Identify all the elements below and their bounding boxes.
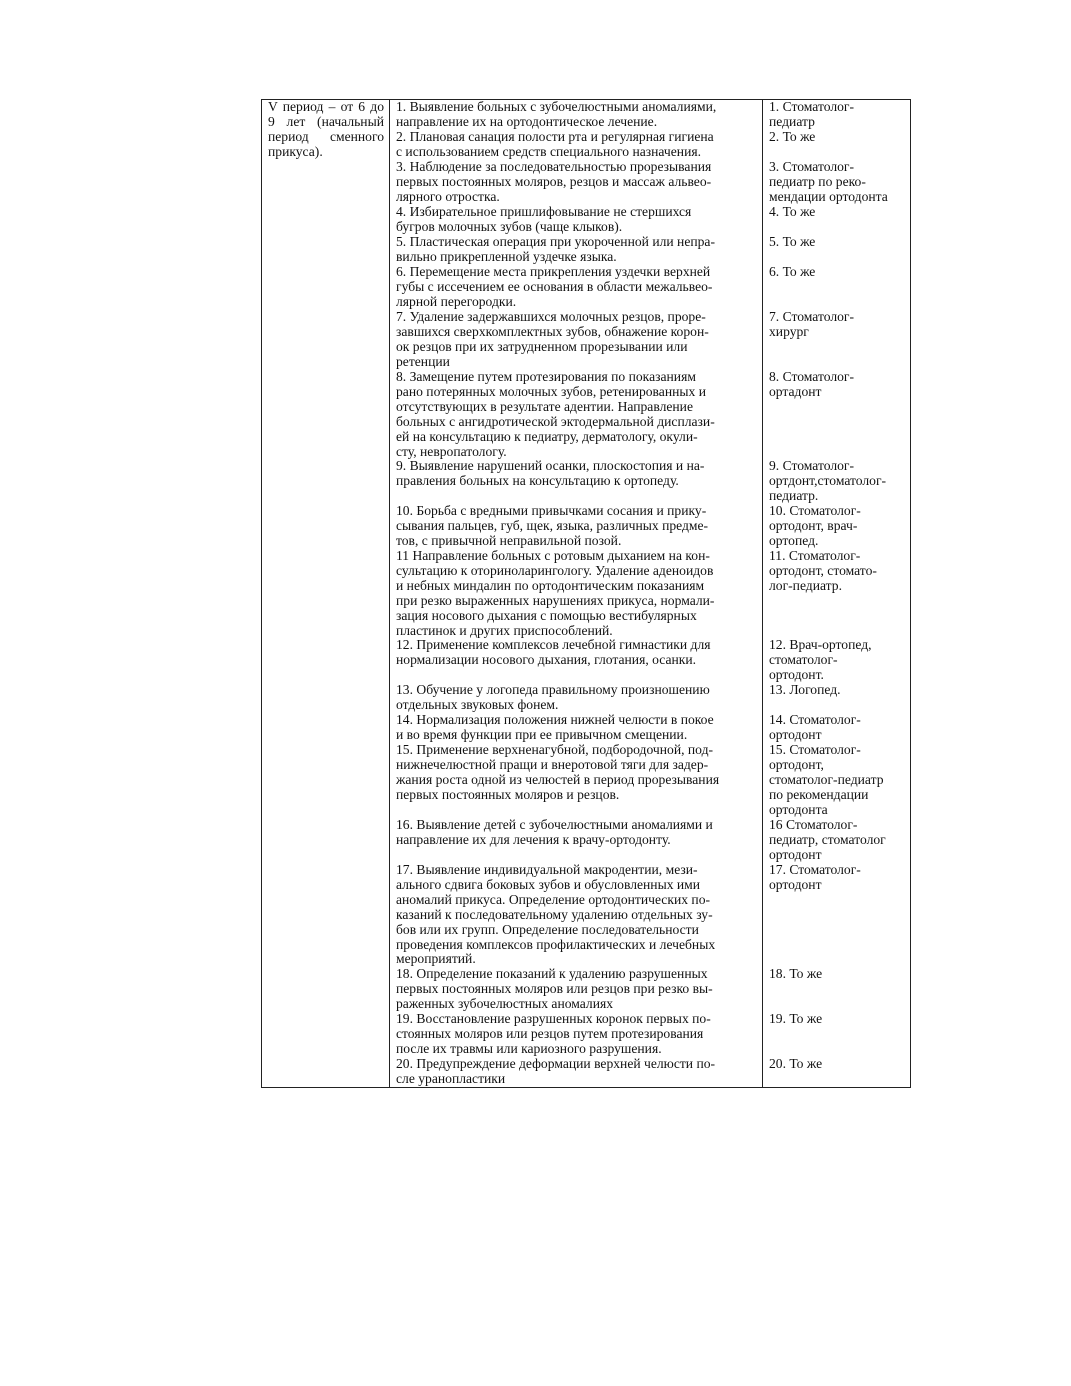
measure-item: 1. Выявление больных с зубочелюстными аномалиями, направление их на ортодонтическое лечение. xyxy=(396,99,717,129)
performers-cell xyxy=(763,100,911,1088)
performer-item: 13. Логопед. xyxy=(769,682,841,697)
performer-item: 10. Стоматолог- ортодонт, врач- ортопед. xyxy=(769,503,861,548)
performer-item: 16 Стоматолог- педиатр, стоматолог ортодонт xyxy=(769,817,886,862)
period-cell xyxy=(262,100,390,1088)
performer-item: 14. Стоматолог- ортодонт xyxy=(769,712,861,742)
measure-item: 7. Удаление задержавшихся молочных резцов, проре- завшихся сверхкомплектных зубов, обнажение корон- ок резцов при их затрудненном прорезывании или ретенции xyxy=(396,309,709,369)
measure-item: 10. Борьба с вредными привычками сосания и прику- сывания пальцев, губ, щек, языка, различных предме- тов, с привычной неправильной позой. xyxy=(396,503,709,548)
measure-item: 9. Выявление нарушений осанки, плоскостопия и на- правления больных на консультацию к ортопеду. xyxy=(396,458,705,488)
measure-item: 17. Выявление индивидуальной макродентии, мези- ального сдвига боковых зубов и обусловленных ими аномалий прикуса. Определение ортодонтических по- казаний к последовательному удалению отдельных зу- бов или их групп. Определение последовательности проведения комплексов профилактических и лечебных мероприятий. xyxy=(396,862,716,967)
measure-item: 2. Плановая санация полости рта и регулярная гигиена с использованием средств специального назначения. xyxy=(396,129,714,159)
measure-item: 14. Нормализация положения нижней челюсти в покое и во время функции при ее привычном смещении. xyxy=(396,712,714,742)
performer-item: 9. Стоматолог- ортдонт,стоматолог- педиатр. xyxy=(769,458,887,503)
performer-item: 17. Стоматолог- ортодонт xyxy=(769,862,861,892)
prevention-plan-table xyxy=(261,99,911,1088)
performer-item: 3. Стоматолог- педиатр по реко- мендации ортодонта xyxy=(769,159,888,204)
measure-item: 8. Замещение путем протезирования по показаниям рано потерянных молочных зубов, ретенированных и отсутствующих в результате адентии. Направление больных с ангидротической эктодермальной дисплази- ей на консультацию к педиатру, дерматологу, окули- сту, невропатологу. xyxy=(396,369,715,459)
performer-item: 15. Стоматолог- ортодонт, стоматолог-педиатр по рекомендации ортодонта xyxy=(769,742,884,817)
performer-item: 2. То же xyxy=(769,129,816,144)
performer-item: 18. То же xyxy=(769,966,823,981)
period-label: V период – от 6 до 9 лет (начальный период сменного прикуса). xyxy=(268,99,384,159)
performer-item: 11. Стоматолог- ортодонт, стомато- лог-педиатр. xyxy=(769,548,877,593)
performer-item: 1. Стоматолог- педиатр xyxy=(769,99,855,129)
table-row xyxy=(262,100,911,1088)
measure-item: 16. Выявление детей с зубочелюстными аномалиями и направление их для лечения к врачу-ортодонту. xyxy=(396,817,713,847)
measure-item: 13. Обучение у логопеда правильному произношению отдельных звуковых фонем. xyxy=(396,682,710,712)
measure-item: 3. Наблюдение за последовательностью прорезывания первых постоянных моляров, резцов и массаж альвео- лярного отростка. xyxy=(396,159,712,204)
measure-item: 19. Восстановление разрушенных коронок первых по- стоянных моляров или резцов путем протезирования после их травмы или кариозного разрушения. xyxy=(396,1011,711,1056)
performer-item: 4. То же xyxy=(769,204,816,219)
performer-item: 7. Стоматолог- хирург xyxy=(769,309,855,339)
performer-item: 5. То же xyxy=(769,234,816,249)
measure-item: 6. Перемещение места прикрепления уздечки верхней губы с иссечением ее основания в области межальвео- лярной перегородки. xyxy=(396,264,713,309)
performer-item: 12. Врач-ортопед, стоматолог- ортодонт. xyxy=(769,637,872,682)
measure-item: 15. Применение верхненагубной, подбородочной, под- нижнечелюстной пращи и внеротовой тяги для задер- жания роста одной из челюстей в период прорезывания первых постоянных моляров и резцов. xyxy=(396,742,720,802)
measure-item: 11 Направление больных с ротовым дыханием на кон- сультацию к оториноларингологу. Удаление аденоидов и небных миндалин по ортодонтическим показаниям при резко выраженных нарушениях прикуса, нормали- зация носового дыхания с помощью вестибулярных пластинок и других приспособлений. xyxy=(396,548,715,638)
measure-item: 4. Избирательное пришлифовывание не стершихся бугров молочных зубов (чаще клыков). xyxy=(396,204,692,234)
measure-item: 5. Пластическая операция при укороченной или непра- вильно прикрепленной уздечке языка. xyxy=(396,234,715,264)
performer-item: 19. То же xyxy=(769,1011,823,1026)
performer-item: 20. То же xyxy=(769,1056,823,1071)
measure-item: 20. Предупреждение деформации верхней челюсти по- сле уранопластики xyxy=(396,1056,716,1086)
performer-item: 6. То же xyxy=(769,264,816,279)
measure-item: 18. Определение показаний к удалению разрушенных первых постоянных моляров или резцов при резко вы- раженных зубочелюстных аномалиях xyxy=(396,966,713,1011)
measures-cell xyxy=(390,100,763,1088)
performer-item: 8. Стоматолог- ортадонт xyxy=(769,369,855,399)
measure-item: 12. Применение комплексов лечебной гимнастики для нормализации носового дыхания, глотания, осанки. xyxy=(396,637,711,667)
